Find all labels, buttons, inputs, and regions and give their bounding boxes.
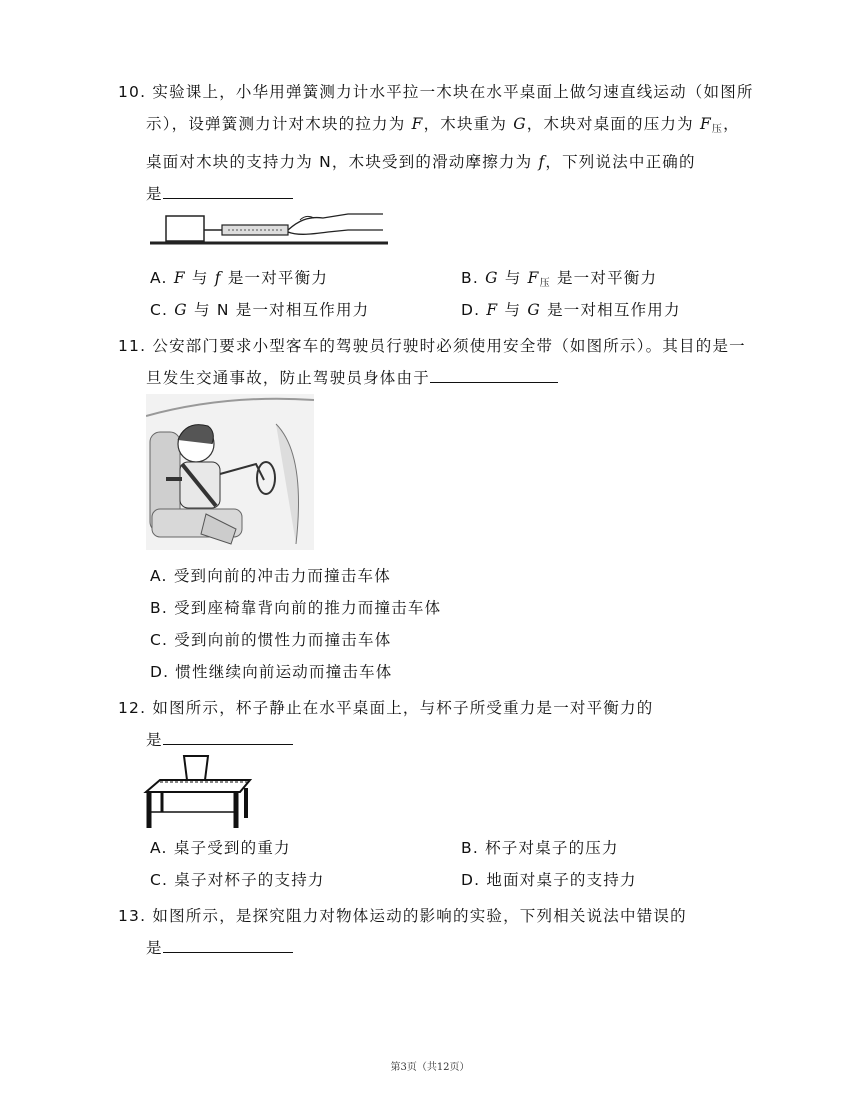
q10-option-a[interactable]: A. F 与 f 是一对平衡力: [150, 269, 329, 287]
answer-blank: [163, 934, 293, 953]
cup-on-table-figure: [140, 752, 258, 830]
q12-option-b[interactable]: B. 杯子对桌子的压力: [461, 839, 619, 857]
q11-option-b[interactable]: B. 受到座椅靠背向前的推力而撞击车体: [150, 599, 442, 617]
q13-line2: 是: [118, 932, 766, 964]
q11-option-d[interactable]: D. 惯性继续向前运动而撞击车体: [150, 663, 393, 681]
seatbelt-driver-illustration: [146, 394, 314, 550]
q10-line2: 示），设弹簧测力计对木块的拉力为 F，木块重为 G，木块对桌面的压力为 $F_压$，: [146, 115, 740, 135]
q12-option-d[interactable]: D. 地面对桌子的支持力: [461, 871, 637, 889]
spring-scale-figure: [148, 206, 390, 248]
q11-line1: 11. 公安部门要求小型客车的驾驶员行驶时必须使用安全带（如图所示）。其目的是一: [118, 337, 746, 355]
answer-blank: [430, 364, 558, 383]
question-12: [118, 692, 766, 756]
q10-line4: 是: [118, 178, 766, 210]
q13-line1: 13. 如图所示，是探究阻力对物体运动的影响的实验，下列相关说法中错误的: [118, 907, 687, 925]
q10-option-c[interactable]: C. G 与 N 是一对相互作用力: [150, 301, 370, 319]
answer-blank: [163, 726, 293, 745]
q10-option-b[interactable]: B. G 与 $F_压$ 是一对平衡力: [461, 269, 658, 289]
q11-option-c[interactable]: C. 受到向前的惯性力而撞击车体: [150, 631, 392, 649]
q12-option-a[interactable]: A. 桌子受到的重力: [150, 839, 291, 857]
q11-option-a[interactable]: A. 受到向前的冲击力而撞击车体: [150, 567, 391, 585]
q10-line1: 10. 实验课上，小华用弹簧测力计水平拉一木块在水平桌面上做匀速直线运动（如图所: [118, 83, 754, 101]
page-footer: 第3页（共12页）: [390, 1062, 470, 1073]
question-13: [118, 900, 766, 964]
q12-line1: 12. 如图所示，杯子静止在水平桌面上，与杯子所受重力是一对平衡力的: [118, 699, 654, 717]
q11-line2: 旦发生交通事故，防止驾驶员身体由于: [118, 362, 766, 394]
question-11: [118, 330, 766, 394]
q10-line3: 桌面对木块的支持力为 N，木块受到的滑动摩擦力为 f，下列说法中正确的: [146, 153, 696, 171]
question-10: [118, 76, 766, 210]
q12-option-c[interactable]: C. 桌子对杯子的支持力: [150, 871, 325, 889]
q10-option-d[interactable]: D. F 与 G 是一对相互作用力: [461, 301, 681, 319]
answer-blank: [163, 180, 293, 199]
q12-line2: 是: [118, 724, 766, 756]
